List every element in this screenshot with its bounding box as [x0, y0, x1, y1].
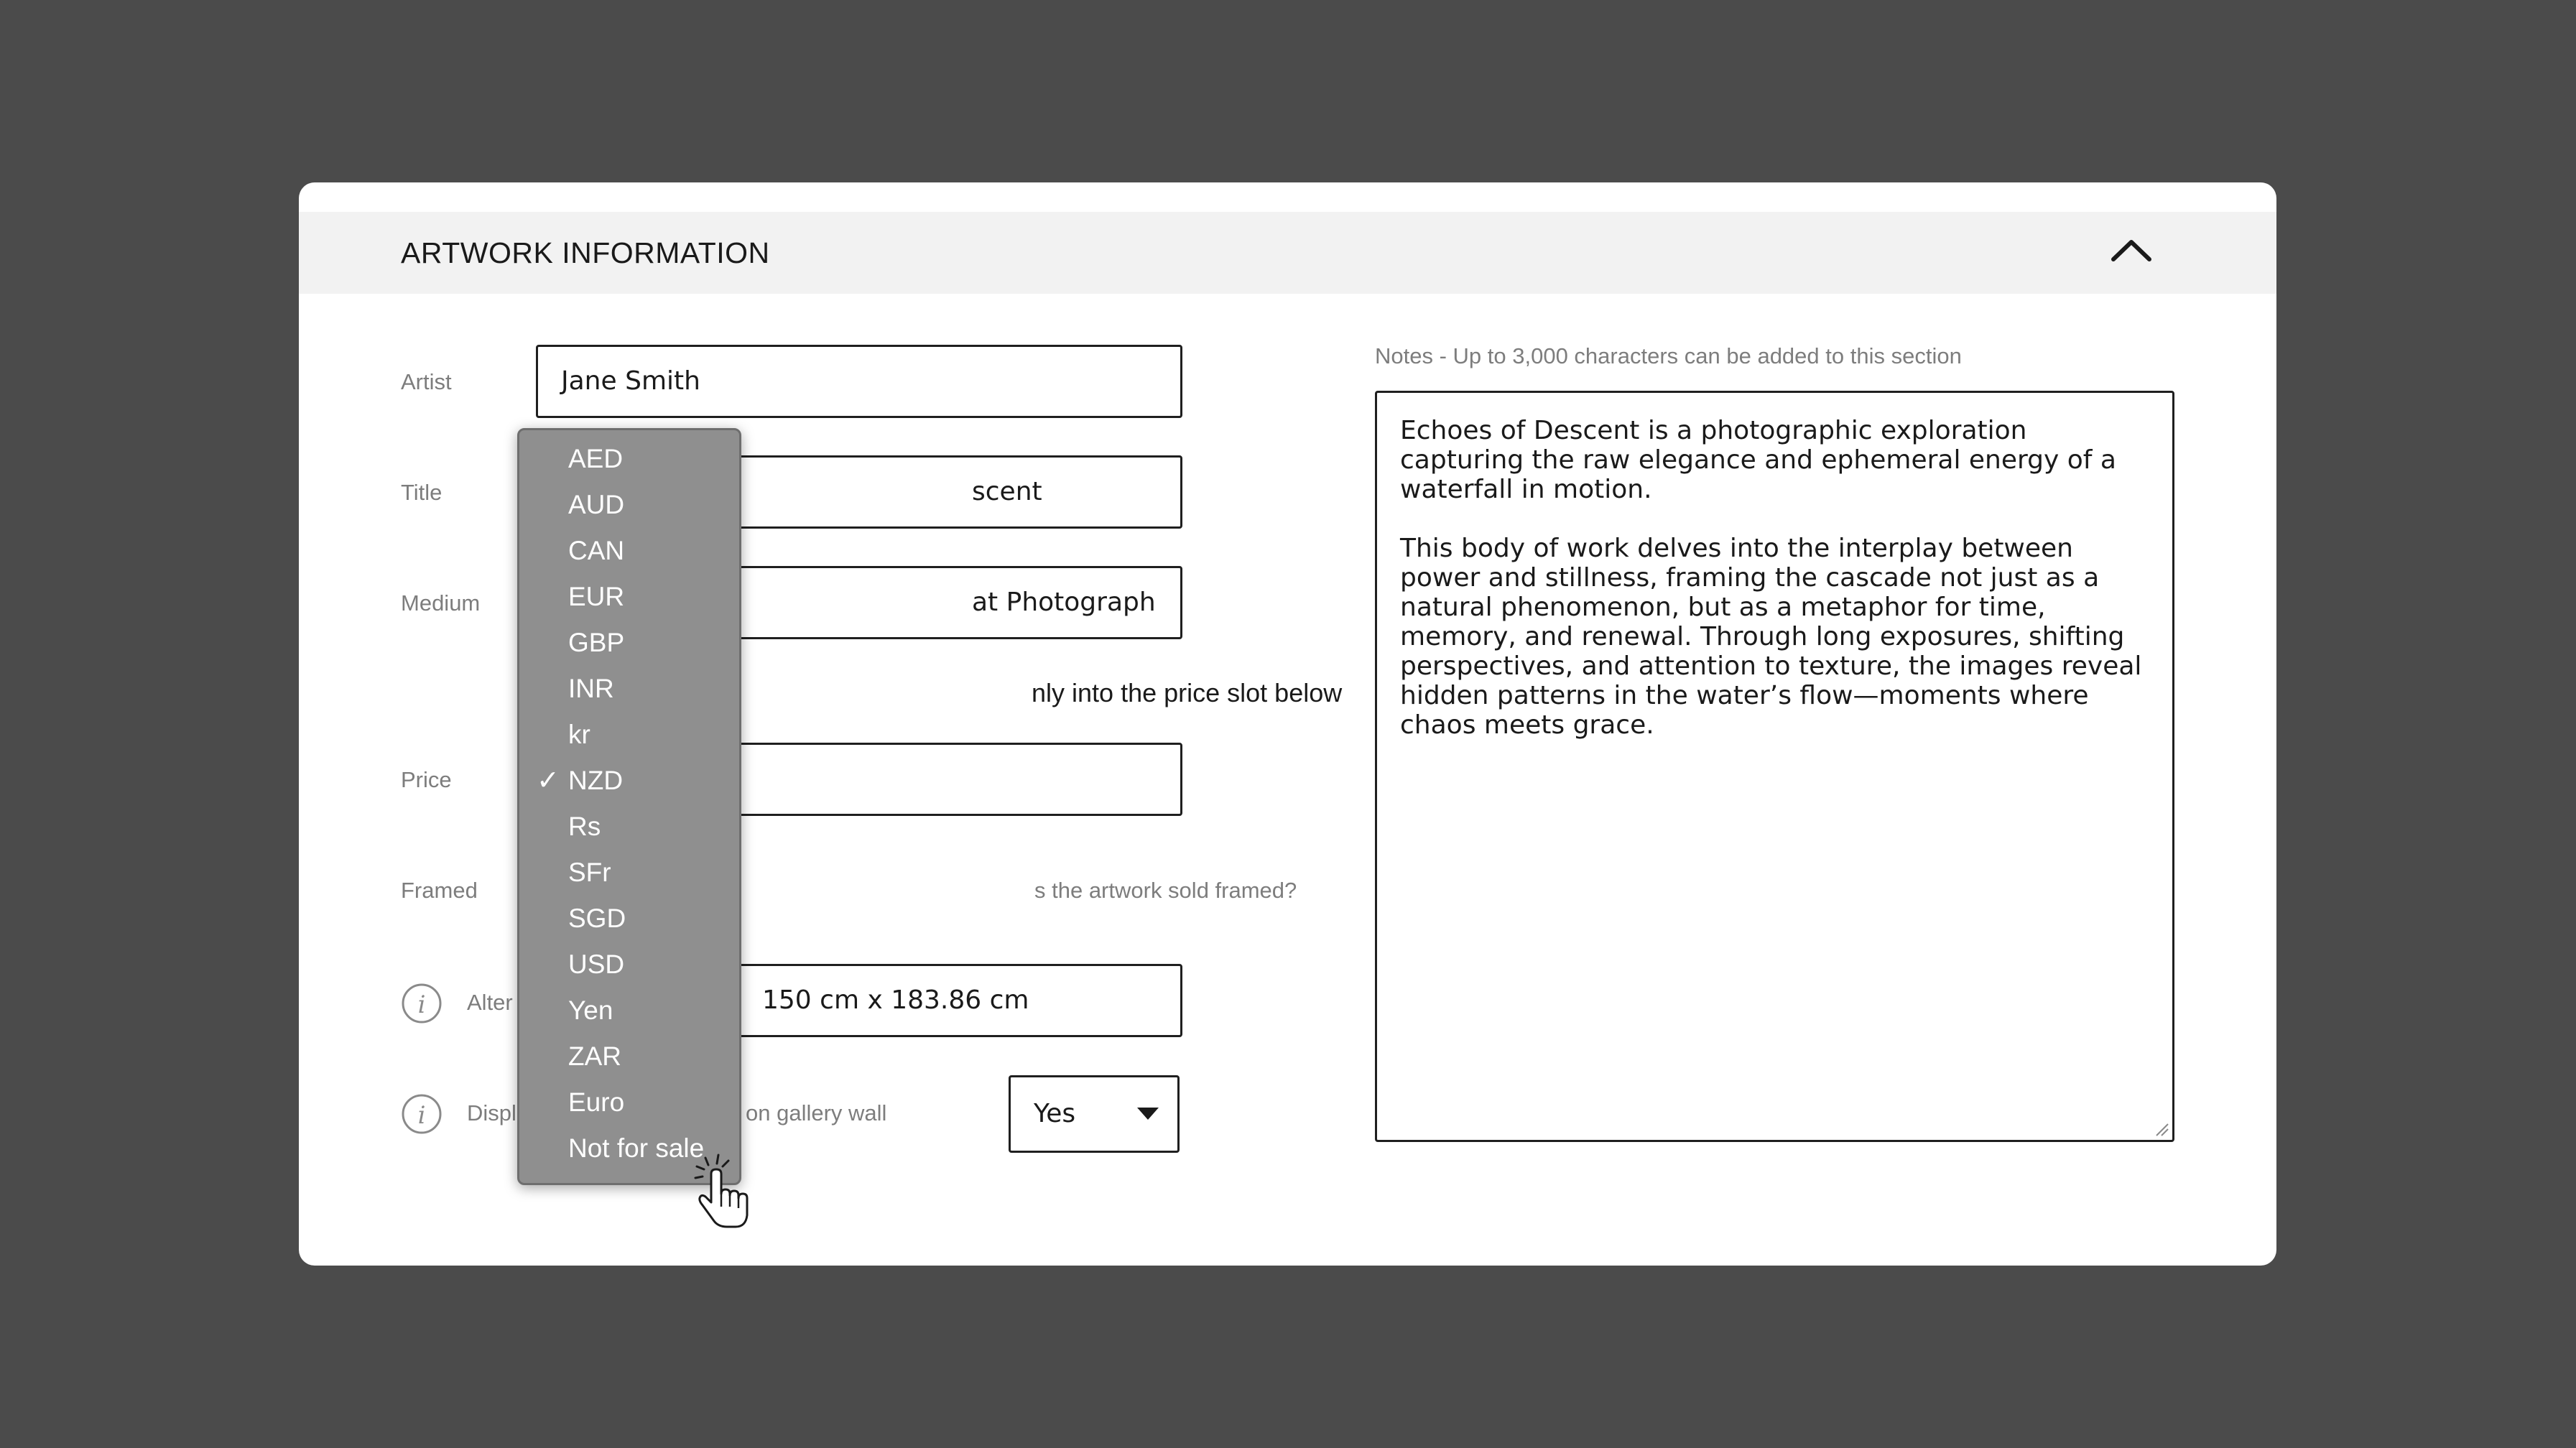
currency-options-list	[519, 436, 739, 1171]
currency-option-label: Not for sale	[568, 1133, 705, 1163]
currency-option-inr[interactable]	[519, 666, 739, 712]
notes-label: Notes - Up to 3,000 characters can be added to this section	[1375, 343, 1962, 368]
framed-label: Framed	[401, 878, 478, 903]
artist-input[interactable]: Jane Smith	[536, 345, 1182, 418]
currency-option-label: SGD	[568, 904, 626, 933]
currency-option-gbp[interactable]	[519, 620, 739, 666]
display-label: Displ	[467, 1100, 516, 1126]
currency-option-label: AED	[568, 444, 624, 473]
caret-down-icon	[1137, 1108, 1159, 1120]
display-select[interactable]	[1009, 1075, 1180, 1153]
checkmark-icon: ✓	[537, 766, 560, 796]
title-label: Title	[401, 480, 443, 505]
info-icon[interactable]	[401, 983, 443, 1024]
currency-option-can[interactable]	[519, 528, 739, 574]
currency-option-sfr[interactable]	[519, 850, 739, 896]
currency-option-zar[interactable]	[519, 1034, 739, 1080]
collapse-button[interactable]	[2109, 232, 2154, 269]
currency-option-label: Euro	[568, 1087, 625, 1117]
currency-option-aed[interactable]	[519, 436, 739, 482]
currency-option-rs[interactable]	[519, 804, 739, 850]
currency-option-label: Yen	[568, 996, 613, 1025]
artist-label: Artist	[401, 369, 452, 394]
currency-dropdown[interactable]	[517, 428, 741, 1185]
section-title: ARTWORK INFORMATION	[401, 236, 770, 269]
display-select-value: Yes	[1034, 1099, 1076, 1128]
currency-option-label: USD	[568, 950, 625, 979]
title-input-value: scent	[972, 477, 1042, 506]
notes-textarea[interactable]	[1375, 391, 2174, 1142]
hand-pointer-cursor-icon	[690, 1152, 754, 1231]
resize-grip-icon[interactable]	[2154, 1121, 2169, 1137]
currency-option-label: AUD	[568, 490, 625, 519]
currency-option-label: GBP	[568, 628, 625, 657]
currency-option-euro[interactable]	[519, 1080, 739, 1126]
currency-option-label: ZAR	[568, 1041, 621, 1071]
svg-text:i: i	[417, 990, 426, 1019]
framed-hint: s the artwork sold framed?	[1034, 878, 1297, 903]
info-icon[interactable]	[401, 1093, 443, 1135]
currency-option-label: CAN	[568, 536, 625, 565]
section-header[interactable]	[299, 212, 2276, 294]
currency-option-eur[interactable]	[519, 574, 739, 620]
notes-paragraph: Echoes of Descent is a photographic exploration capturing the raw elegance and ephemeral energy of a waterfall in motion.	[1400, 416, 2116, 504]
currency-option-yen[interactable]	[519, 988, 739, 1034]
artwork-information-card	[299, 182, 2276, 1266]
currency-option-sgd[interactable]	[519, 896, 739, 942]
medium-input-value: at Photograph	[972, 588, 1156, 617]
price-hint-text: nly into the price slot below	[1032, 678, 1343, 707]
alternate-dimensions-value: 150 cm x 183.86 cm	[762, 985, 1029, 1015]
alternate-label: Alter	[467, 990, 513, 1015]
currency-option-label: EUR	[568, 582, 625, 611]
currency-option-label: INR	[568, 674, 614, 703]
display-hint: on gallery wall	[746, 1100, 887, 1126]
chevron-up-icon	[2109, 232, 2154, 269]
currency-option-label: Rs	[568, 812, 601, 841]
price-label: Price	[401, 767, 452, 792]
currency-option-label: NZD	[568, 766, 624, 795]
currency-option-aud[interactable]	[519, 482, 739, 528]
currency-option-label: kr	[568, 720, 590, 749]
medium-label: Medium	[401, 590, 481, 616]
svg-text:i: i	[417, 1101, 426, 1130]
currency-option-usd[interactable]	[519, 942, 739, 988]
notes-paragraph: This body of work delves into the interplay between power and stillness, framing the cascade not just as a natural phenomenon, but as a metaphor for time, memory, and renewal. Through long exposures, shifting perspectives, and attention to texture, the images reveal hidden patterns in the water’s flow—moments where chaos meets grace.	[1400, 534, 2142, 740]
currency-option-nzd[interactable]	[519, 758, 739, 804]
currency-option-label: SFr	[568, 858, 611, 887]
currency-option-kr[interactable]	[519, 712, 739, 758]
